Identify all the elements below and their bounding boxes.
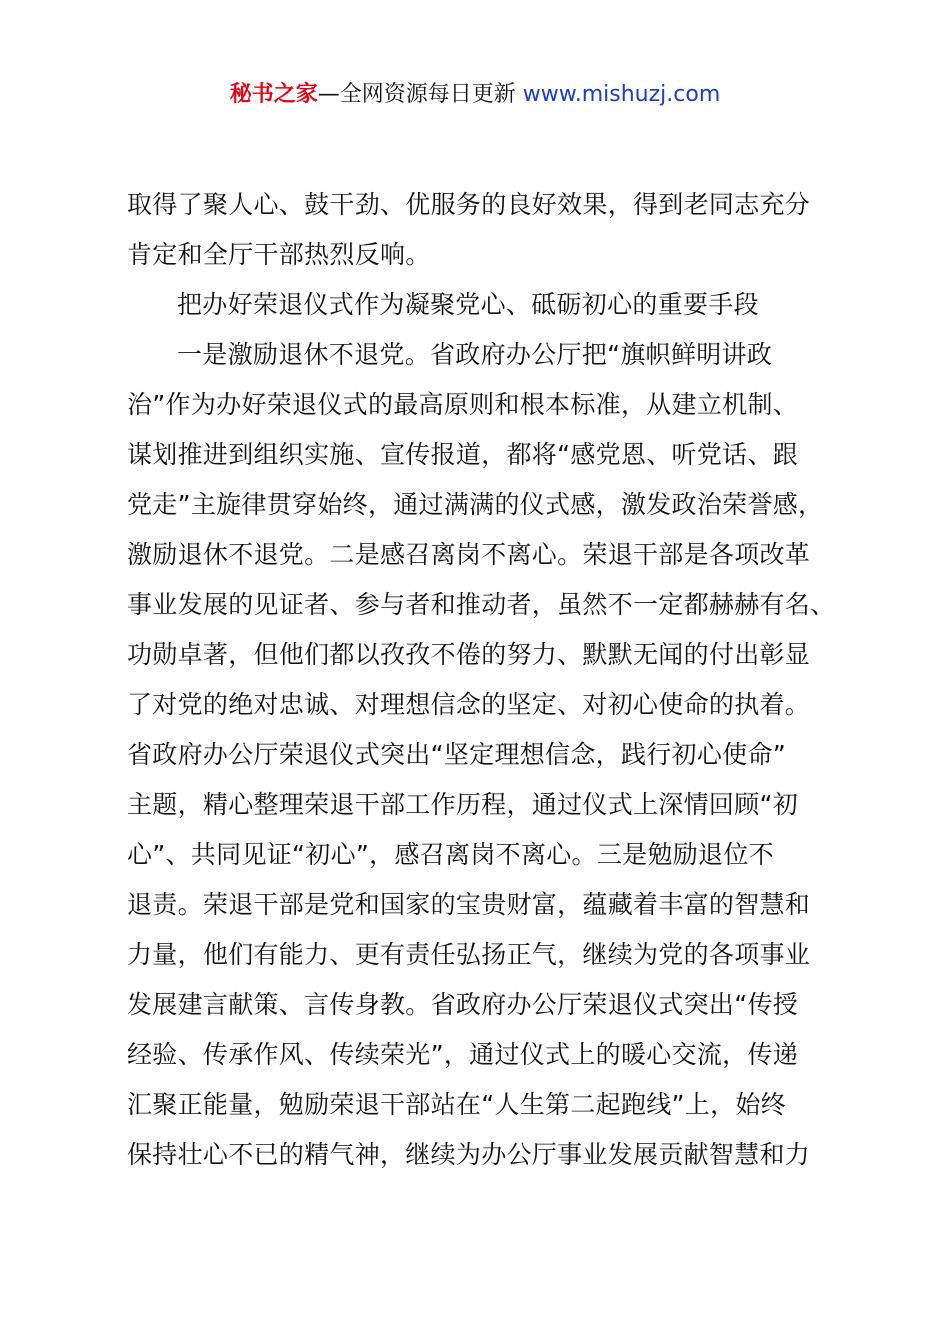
text-line: 取得了聚人心、鼓干劲、优服务的良好效果，得到老同志充分	[127, 190, 811, 219]
text-line: 谋划推进到组织实施、宣传报道，都将“感党恩、听党话、跟	[127, 440, 799, 469]
text-line: 经验、传承作风、传续荣光”，通过仪式上的暖心交流，传递	[127, 1040, 799, 1069]
text-line: 省政府办公厅荣退仪式突出“坚定理想信念，践行初心使命”	[127, 740, 787, 769]
site-url-link[interactable]: www.mishuzj.com	[522, 82, 721, 107]
document-body	[127, 180, 836, 1180]
text-line: 退责。荣退干部是党和国家的宝贵财富，蕴藏着丰富的智慧和	[127, 890, 811, 919]
text-line: 保持壮心不已的精气神，继续为办公厅事业发展贡献智慧和力	[127, 1140, 811, 1169]
text-line: 功勋卓著，但他们都以孜孜不倦的努力、默默无闻的付出彰显	[127, 640, 811, 669]
text-line: 肯定和全厅干部热烈反响。	[127, 240, 431, 269]
text-line: 激励退休不退党。二是感召离岗不离心。荣退干部是各项改革	[127, 540, 811, 569]
text-line: 事业发展的见证者、参与者和推动者，虽然不一定都赫赫有名、	[127, 590, 836, 619]
page-header	[0, 78, 950, 112]
site-tagline: —全网资源每日更新	[317, 82, 516, 107]
text-line: 发展建言献策、言传身教。省政府办公厅荣退仪式突出“传授	[127, 990, 799, 1019]
site-brand: 秘书之家	[229, 82, 318, 107]
text-line: 党走”主旋律贯穿始终，通过满满的仪式感，激发政治荣誉感，	[127, 490, 824, 519]
text-line: 一是激励退休不退党。省政府办公厅把“旗帜鲜明讲政	[177, 340, 773, 369]
text-line: 力量，他们有能力、更有责任弘扬正气，继续为党的各项事业	[127, 940, 811, 969]
section-heading: 把办好荣退仪式作为凝聚党心、砥砺初心的重要手段	[177, 290, 759, 319]
text-line: 了对党的绝对忠诚、对理想信念的坚定、对初心使命的执着。	[127, 690, 811, 719]
text-line: 汇聚正能量，勉励荣退干部站在“人生第二起跑线”上，始终	[127, 1090, 787, 1119]
text-line: 心”、共同见证“初心”，感召离岗不离心。三是勉励退位不	[127, 840, 774, 869]
text-line: 治”作为办好荣退仪式的最高原则和根本标准，从建立机制、	[127, 390, 799, 419]
text-line: 主题，精心整理荣退干部工作历程，通过仪式上深情回顾“初	[127, 790, 799, 819]
